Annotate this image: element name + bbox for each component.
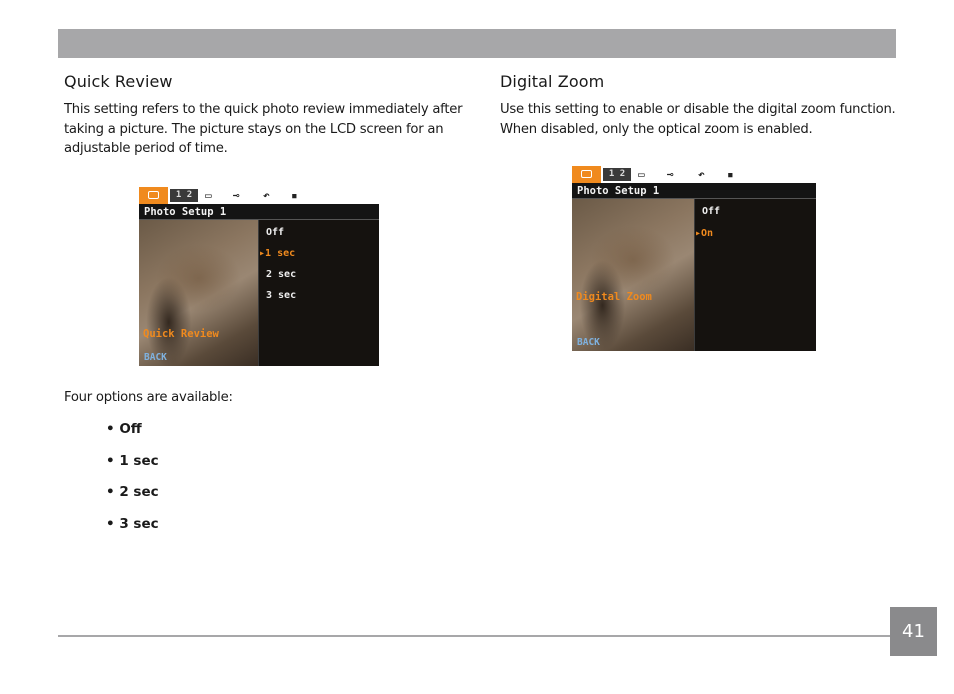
digital-zoom-line-1: Use this setting to enable or disable the digital zoom function. [500, 102, 896, 117]
option-off: Off [266, 227, 285, 238]
footer-rule [58, 635, 890, 637]
list-item: • Off [106, 421, 142, 437]
playback-icon: ↶ [263, 189, 270, 202]
options-panel [258, 220, 379, 366]
back-label: BACK [577, 337, 600, 348]
selected-marker-icon: ▸ [695, 228, 702, 239]
digital-zoom-description [500, 100, 896, 139]
digital-zoom-screen [572, 166, 816, 351]
selected-marker-icon: ▸ [259, 248, 266, 259]
quick-review-description [64, 100, 462, 159]
screen-tab-bar [139, 187, 379, 204]
wrench-icon: ⊸ [233, 189, 240, 202]
page-number: 41 [890, 607, 937, 656]
playback-icon: ↶ [698, 168, 705, 181]
option-2-sec: 2 sec [266, 269, 297, 280]
option-on: ▸On [695, 228, 714, 239]
quick-review-line-1: This setting refers to the quick photo review immediately after [64, 102, 463, 117]
screen-title: Photo Setup 1 [139, 204, 379, 220]
camera-tab [139, 187, 168, 204]
options-list [106, 420, 159, 546]
setting-label: Digital Zoom [576, 291, 652, 303]
header-bar [58, 29, 896, 58]
movie-icon: ▭ [638, 168, 645, 181]
screen-title: Photo Setup 1 [572, 183, 816, 199]
camera-icon [581, 170, 592, 178]
digital-zoom-line-2: When disabled, only the optical zoom is enabled. [500, 121, 813, 137]
quick-review-heading: Quick Review [64, 72, 173, 91]
quick-review-line-2: taking a picture. The picture stays on the LCD screen for an [64, 121, 444, 137]
list-item: • 2 sec [106, 484, 159, 500]
option-off: Off [702, 206, 721, 217]
tab-number: 1 2 [603, 168, 631, 181]
preview-photo [139, 220, 258, 366]
list-item: • 1 sec [106, 452, 159, 469]
list-item: • 3 sec [106, 515, 159, 532]
quick-review-screen [139, 187, 379, 366]
option-1-sec: ▸1 sec [259, 248, 296, 259]
quick-review-line-3: adjustable period of time. [64, 141, 228, 156]
camera-icon [148, 191, 159, 199]
setting-label: Quick Review [143, 328, 219, 340]
wrench-icon: ⊸ [667, 168, 674, 181]
preview-photo [572, 199, 694, 351]
connection-icon: ▪ [727, 168, 734, 181]
screen-tab-bar [572, 166, 816, 183]
digital-zoom-heading: Digital Zoom [500, 72, 605, 91]
option-3-sec: 3 sec [266, 290, 297, 301]
connection-icon: ▪ [291, 189, 298, 202]
options-panel [694, 199, 816, 351]
back-label: BACK [144, 352, 167, 363]
tab-number: 1 2 [170, 189, 198, 202]
options-intro: Four options are available: [64, 390, 233, 405]
camera-tab [572, 166, 601, 183]
movie-icon: ▭ [205, 189, 212, 202]
